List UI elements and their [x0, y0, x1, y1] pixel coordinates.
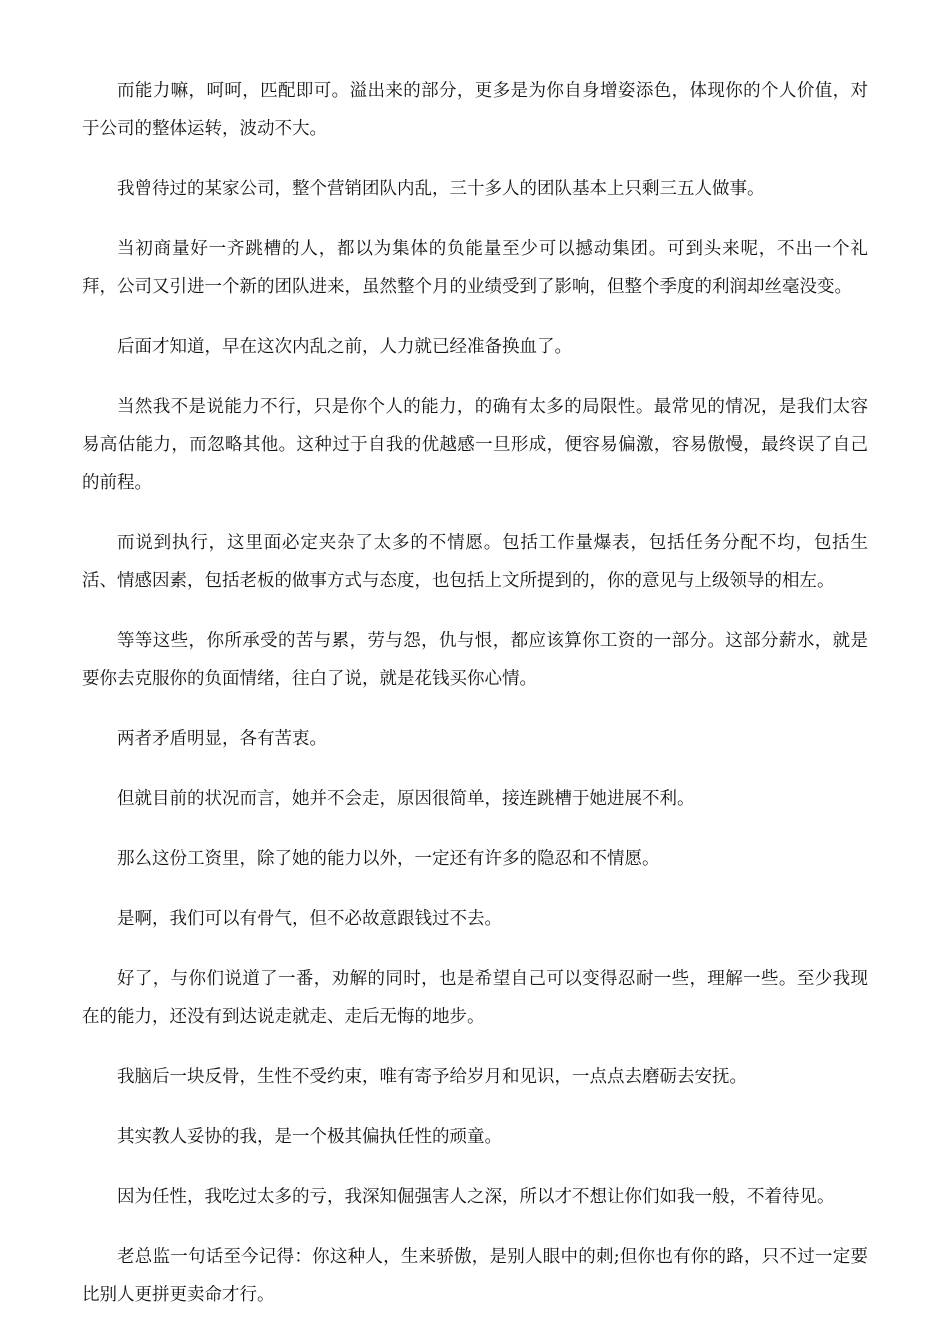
paragraph: 我脑后一块反骨，生性不受约束，唯有寄予给岁月和见识，一点点去磨砺去安抚。 [117, 1067, 747, 1087]
paragraph: 而能力嘛，呵呵，匹配即可。溢出来的部分，更多是为你自身增姿添色，体现你的个人价值，对于公司的整体运转，波动不大。 [82, 81, 868, 139]
paragraph: 老总监一句话至今记得：你这种人，生来骄傲，是别人眼中的刺;但你也有你的路，只不过一定要比别人更拼更卖命才行。 [82, 1247, 868, 1305]
paragraph: 好了，与你们说道了一番，劝解的同时，也是希望自己可以变得忍耐一些，理解一些。至少我现在的能力，还没有到达说走就走、走后无悔的地步。 [82, 969, 868, 1027]
paragraph: 我曾待过的某家公司，整个营销团队内乱，三十多人的团队基本上只剩三五人做事。 [117, 179, 765, 199]
paragraph: 后面才知道，早在这次内乱之前，人力就已经准备换血了。 [117, 337, 572, 357]
paragraph: 其实教人妥协的我，是一个极其偏执任性的顽童。 [117, 1127, 502, 1147]
document-page [82, 72, 868, 1336]
paragraph: 而说到执行，这里面必定夹杂了太多的不情愿。包括工作量爆表，包括任务分配不均，包括生活、情感因素，包括老板的做事方式与态度，也包括上文所提到的，你的意见与上级领导的相左。 [82, 533, 868, 591]
paragraph: 是啊，我们可以有骨气，但不必故意跟钱过不去。 [117, 909, 502, 929]
paragraph: 两者矛盾明显，各有苦衷。 [117, 729, 327, 749]
paragraph: 当初商量好一齐跳槽的人，都以为集体的负能量至少可以撼动集团。可到头来呢，不出一个礼拜，公司又引进一个新的团队进来，虽然整个月的业绩受到了影响，但整个季度的利润却丝毫没变。 [82, 239, 868, 297]
paragraph: 那么这份工资里，除了她的能力以外，一定还有许多的隐忍和不情愿。 [117, 849, 660, 869]
paragraph: 等等这些，你所承受的苦与累，劳与怨，仇与恨，都应该算你工资的一部分。这部分薪水，就是要你去克服你的负面情绪，往白了说，就是花钱买你心情。 [82, 631, 868, 689]
paragraph: 但就目前的状况而言，她并不会走，原因很简单，接连跳槽于她进展不利。 [117, 789, 695, 809]
paragraph: 因为任性，我吃过太多的亏，我深知倔强害人之深，所以才不想让你们如我一般，不着待见。 [117, 1187, 835, 1207]
paragraph: 当然我不是说能力不行，只是你个人的能力，的确有太多的局限性。最常见的情况，是我们太容易高估能力，而忽略其他。这种过于自我的优越感一旦形成，便容易偏激，容易傲慢，最终误了自己的前程。 [82, 397, 868, 493]
